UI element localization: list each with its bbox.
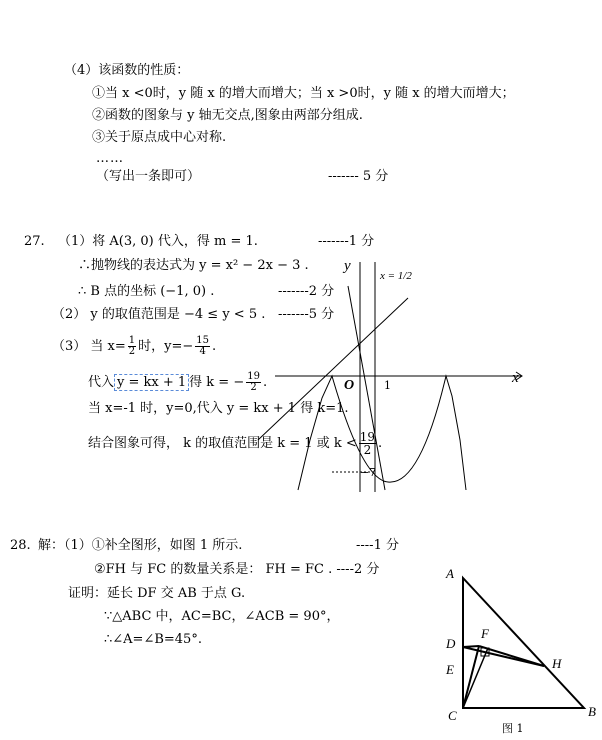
part4-score: ------- 5 分 [328,169,389,184]
graph-origin: O [344,378,355,393]
part4-note: （写出一条即可） [96,169,201,184]
q27-line1: （1）将 A(3, 0) 代入，得 m = 1. [58,234,258,249]
graph-y-label: y [344,258,351,274]
graph-tick-1: 1 [384,379,391,392]
q27-line3-score: -------2 分 [278,284,335,299]
fig-label-b: B [588,704,596,719]
fig-label-h: H [552,656,562,671]
q27-line6: 代入 y = kx + 1 得 k = − $\frac{19}{2}$ . [88,371,268,393]
triangle-abc [463,578,584,708]
segment-df [463,646,479,647]
fig-caption: 图 1 [502,722,524,735]
fig-label-f: F [481,626,489,641]
q27-line4-score: -------5 分 [278,307,335,322]
graph-x-label: x [512,370,519,386]
part4-item2: ②函数的图象与 y 轴无交点,图象由两部分组成. [92,108,363,123]
part4-item1: ①当 x <0时，y 随 x 的增大而增大；当 x >0时，y 随 x 的增大而增大； [92,86,515,101]
fig-label-a: A [446,566,454,581]
fig-label-d: D [446,636,456,651]
q27-line5: （3） 当 x= $\frac{1}{2}$ 时，y=− $\frac{15}{4}$ . [52,335,217,357]
q27-line2: ∴抛物线的表达式为 y = x² − 2x − 3 . [78,258,309,273]
graph-vline-label: x = 1/2 [380,270,412,282]
q28-line4: ∵△ABC 中，AC=BC，∠ACB = 90°， [104,609,340,624]
q28-line3: 证明：延长 DF 交 AB 于点 G. [68,586,246,601]
q27-line8: 结合图象可得， k 的取值范围是 k = 1 或 k < $\frac{19}{2}$ . [88,430,383,457]
q28-line1: 解：（1）①补全图形，如图 1 所示. [38,538,243,553]
q28-number: 28. [10,538,31,553]
q28-line5: ∴∠A=∠B=45°. [104,632,202,647]
q27-line7: 当 x=-1 时，y=0,代入 y = kx + 1 得 k=1. [88,401,349,416]
q27-line1-score: -------1 分 [318,234,375,249]
q27-formula-box: y = kx + 1 [114,374,189,391]
q27-number: 27. [24,234,45,249]
fig-label-c: C [448,708,457,723]
q27-line3: ∴ B 点的坐标 (−1, 0) . [78,284,215,299]
graph-minus7: −7 [360,466,377,479]
part4-item3: ③关于原点成中心对称. [92,130,227,145]
q27-line4: （2） y 的取值范围是 −4 ≤ y < 5 . [52,307,266,322]
q28-line2: ②FH 与 FC 的数量关系是： FH = FC . ----2 分 [94,562,380,577]
fig-label-e: E [446,662,454,677]
part4-heading: （4）该函数的性质： [64,63,190,78]
q28-line1-score: ----1 分 [356,538,399,553]
part4-ellipsis: …… [96,151,124,166]
